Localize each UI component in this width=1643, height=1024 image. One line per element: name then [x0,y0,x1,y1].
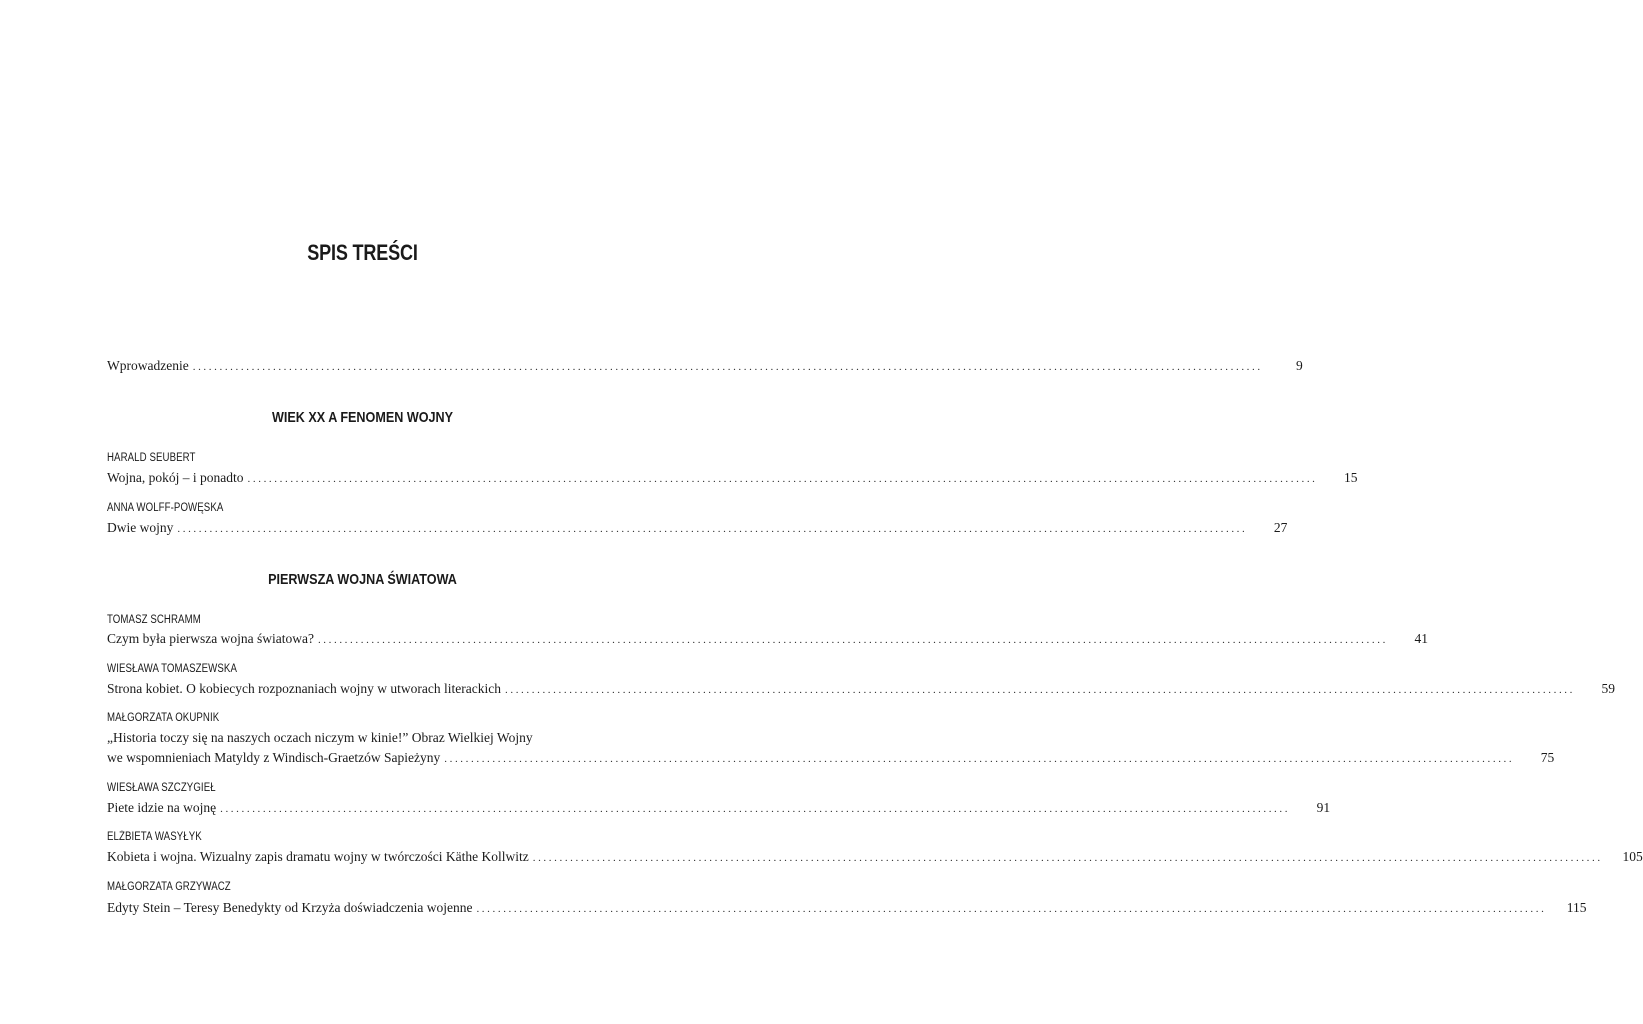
dot-leader: ........................................................................................................................................................................................................ [220,803,1291,815]
toc-entry-author: MAŁGORZATA GRZYWACZ [107,881,231,893]
toc-entry-author: ELŻBIETA WASYŁYK [107,831,202,843]
toc-entry[interactable] [107,468,1358,488]
toc-entry[interactable] [107,748,1555,768]
toc-entry-title: Wprowadzenie [107,358,189,373]
section-heading: WIEK XX A FENOMEN WOJNY [271,409,454,426]
toc-entry[interactable] [107,798,1331,818]
toc-entry-author: HARALD SEUBERT [107,452,196,464]
dot-leader: ........................................................................................................................................................................................................ [476,903,1547,915]
toc-entry-page: 91 [1316,800,1331,815]
toc-entry-title: Dwie wojny [107,520,174,535]
toc-entry[interactable] [107,629,1428,649]
toc-entry-author: MAŁGORZATA OKUPNIK [107,712,220,724]
dot-leader: ........................................................................................................................................................................................................ [192,361,1263,373]
toc-entry-title: Kobieta i wojna. Wizualny zapis dramatu wojny w twórczości Käthe Kollwitz [107,849,529,864]
toc-entry-title: we wspomnieniach Matyldy z Windisch-Graetzów Sapieżyny [107,750,441,765]
toc-entry[interactable] [107,518,1288,538]
toc-entry-title: Piete idzie na wojnę [107,800,217,815]
toc-entry-author: WIESŁAWA SZCZYGIEŁ [107,782,216,794]
section-heading: PIERWSZA WOJNA ŚWIATOWA [268,571,457,588]
dot-leader: ........................................................................................................................................................................................................ [532,852,1603,864]
dot-leader: ........................................................................................................................................................................................................ [444,753,1515,765]
toc-entry-page: 59 [1601,681,1615,696]
toc-entry[interactable] [107,679,1615,699]
toc-entry-page: 105 [1622,849,1643,864]
toc-entry-title: Czym była pierwsza wojna światowa? [107,631,314,646]
toc-entry-author: ANNA WOLFF-POWĘSKA [107,502,224,514]
toc-entry-title-line[interactable]: „Historia toczy się na naszych oczach niczym w kinie!” Obraz Wielkiej Wojny [107,730,533,745]
toc-entry-page: 41 [1414,631,1428,646]
toc-entry-author: WIESŁAWA TOMASZEWSKA [107,663,237,675]
dot-leader: ........................................................................................................................................................................................................ [505,684,1575,696]
page-title: SPIS TREŚCI [307,240,418,265]
toc-entry-page: 75 [1540,750,1555,765]
toc-entry[interactable] [107,898,1587,918]
toc-entry-title: Wojna, pokój – i ponadto [107,470,244,485]
toc-entry[interactable] [107,847,1643,867]
toc-entry-page: 27 [1273,520,1288,535]
toc-entry-page: 115 [1566,900,1587,915]
toc-entry-page: 15 [1344,470,1358,485]
toc-entry-title: Edyty Stein – Teresy Benedykty od Krzyża doświadczenia wojenne [107,900,473,915]
toc-entry-page: 9 [1295,358,1303,373]
toc-entry-author: TOMASZ SCHRAMM [107,614,201,626]
dot-leader: ........................................................................................................................................................................................................ [317,634,1388,646]
toc-entry-intro[interactable] [107,356,1303,376]
toc-entry-title: Strona kobiet. O kobiecych rozpoznaniach wojny w utworach literackich [107,681,501,696]
dot-leader: ........................................................................................................................................................................................................ [247,473,1318,485]
dot-leader: ........................................................................................................................................................................................................ [177,523,1248,535]
